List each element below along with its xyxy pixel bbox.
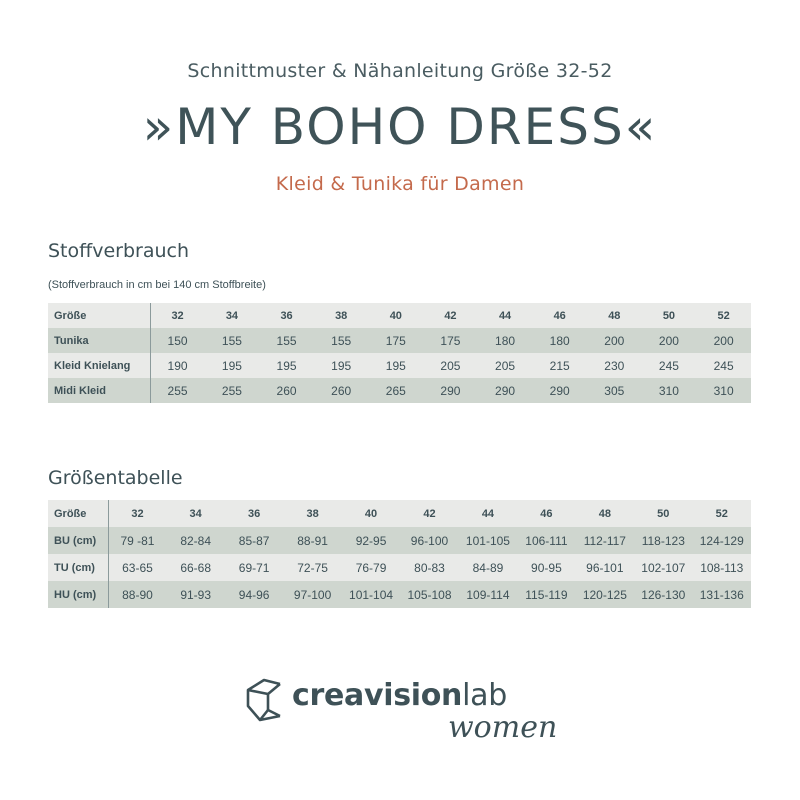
table-cell: 76-79 <box>342 554 400 581</box>
row-label: BU (cm) <box>48 527 108 554</box>
size-column-header: 48 <box>587 303 642 328</box>
row-label: Kleid Knielang <box>48 353 150 378</box>
table-cell: 155 <box>259 328 314 353</box>
table-cell: 72-75 <box>283 554 341 581</box>
table-cell: 200 <box>642 328 697 353</box>
size-column-header: 40 <box>342 500 400 527</box>
table-cell: 80-83 <box>400 554 458 581</box>
table-cell: 101-104 <box>342 581 400 608</box>
row-label: TU (cm) <box>48 554 108 581</box>
table-cell: 88-90 <box>108 581 166 608</box>
table-cell: 90-95 <box>517 554 575 581</box>
table-cell: 290 <box>423 378 478 403</box>
fabric-note: (Stoffverbrauch in cm bei 140 cm Stoffbreite) <box>48 279 266 291</box>
table-cell: 115-119 <box>517 581 575 608</box>
table-cell: 195 <box>369 353 424 378</box>
table-cell: 91-93 <box>166 581 224 608</box>
size-table <box>48 500 751 608</box>
table-cell: 88-91 <box>283 527 341 554</box>
size-column-header: 32 <box>150 303 205 328</box>
table-cell: 118-123 <box>634 527 692 554</box>
table-cell: 195 <box>259 353 314 378</box>
table-cell: 96-101 <box>576 554 634 581</box>
logo-wordmark: creavisionlab <box>292 678 507 713</box>
size-column-header: 46 <box>532 303 587 328</box>
table-cell: 215 <box>532 353 587 378</box>
size-column-header: 50 <box>634 500 692 527</box>
table-row <box>48 527 751 554</box>
table-cell: 105-108 <box>400 581 458 608</box>
table-cell: 102-107 <box>634 554 692 581</box>
size-column-header: 42 <box>400 500 458 527</box>
table-cell: 84-89 <box>459 554 517 581</box>
table-cell: 97-100 <box>283 581 341 608</box>
row-label: Midi Kleid <box>48 378 150 403</box>
table-cell: 82-84 <box>166 527 224 554</box>
table-cell: 205 <box>478 353 533 378</box>
table-cell: 260 <box>259 378 314 403</box>
table-cell: 85-87 <box>225 527 283 554</box>
table-cell: 106-111 <box>517 527 575 554</box>
size-column-header: 34 <box>166 500 224 527</box>
table-cell: 155 <box>314 328 369 353</box>
table-cell: 101-105 <box>459 527 517 554</box>
table-cell: 195 <box>205 353 260 378</box>
table-cell: 92-95 <box>342 527 400 554</box>
fabric-section-title: Stoffverbrauch <box>48 240 190 262</box>
table-cell: 230 <box>587 353 642 378</box>
table-cell: 131-136 <box>693 581 751 608</box>
table-cell: 69-71 <box>225 554 283 581</box>
table-cell: 63-65 <box>108 554 166 581</box>
row-label: HU (cm) <box>48 581 108 608</box>
logo-hexagon-icon <box>244 676 288 726</box>
table-cell: 255 <box>150 378 205 403</box>
table-cell: 109-114 <box>459 581 517 608</box>
table-header-row <box>48 303 751 328</box>
table-cell: 195 <box>314 353 369 378</box>
page-title: »MY BOHO DRESS« <box>142 98 658 156</box>
table-cell: 265 <box>369 378 424 403</box>
table-row <box>48 378 751 403</box>
table-cell: 155 <box>205 328 260 353</box>
table-cell: 96-100 <box>400 527 458 554</box>
table-cell: 112-117 <box>576 527 634 554</box>
size-column-header: 34 <box>205 303 260 328</box>
size-column-header: 52 <box>693 500 751 527</box>
table-cell: 290 <box>532 378 587 403</box>
logo-women: women <box>448 710 558 745</box>
table-cell: 66-68 <box>166 554 224 581</box>
table-cell: 245 <box>642 353 697 378</box>
tagline: Kleid & Tunika für Damen <box>275 173 525 195</box>
table-cell: 200 <box>587 328 642 353</box>
table-cell: 175 <box>369 328 424 353</box>
table-cell: 255 <box>205 378 260 403</box>
size-column-header: 32 <box>108 500 166 527</box>
table-cell: 126-130 <box>634 581 692 608</box>
size-column-header: 50 <box>642 303 697 328</box>
size-header-label: Größe <box>48 500 108 527</box>
size-column-header: 36 <box>225 500 283 527</box>
table-cell: 108-113 <box>693 554 751 581</box>
size-column-header: 44 <box>478 303 533 328</box>
size-column-header: 42 <box>423 303 478 328</box>
table-cell: 205 <box>423 353 478 378</box>
table-cell: 310 <box>696 378 751 403</box>
size-column-header: 38 <box>283 500 341 527</box>
size-column-header: 48 <box>576 500 634 527</box>
table-cell: 94-96 <box>225 581 283 608</box>
table-cell: 180 <box>532 328 587 353</box>
table-cell: 310 <box>642 378 697 403</box>
table-row <box>48 581 751 608</box>
size-column-header: 44 <box>459 500 517 527</box>
table-cell: 150 <box>150 328 205 353</box>
table-cell: 200 <box>696 328 751 353</box>
size-column-header: 36 <box>259 303 314 328</box>
table-cell: 175 <box>423 328 478 353</box>
table-row <box>48 353 751 378</box>
table-cell: 260 <box>314 378 369 403</box>
size-column-header: 46 <box>517 500 575 527</box>
size-column-header: 40 <box>369 303 424 328</box>
row-label: Tunika <box>48 328 150 353</box>
table-cell: 180 <box>478 328 533 353</box>
brand-logo <box>244 676 564 756</box>
table-header-row <box>48 500 751 527</box>
table-cell: 305 <box>587 378 642 403</box>
table-cell: 245 <box>696 353 751 378</box>
table-cell: 120-125 <box>576 581 634 608</box>
table-cell: 290 <box>478 378 533 403</box>
size-section-title: Größentabelle <box>48 467 183 489</box>
size-column-header: 38 <box>314 303 369 328</box>
size-header-label: Größe <box>48 303 150 328</box>
table-cell: 190 <box>150 353 205 378</box>
pattern-subtitle: Schnittmuster & Nähanleitung Größe 32-52 <box>187 60 613 82</box>
table-cell: 124-129 <box>693 527 751 554</box>
size-column-header: 52 <box>696 303 751 328</box>
fabric-table <box>48 303 751 403</box>
table-row <box>48 554 751 581</box>
table-row <box>48 328 751 353</box>
table-cell: 79 -81 <box>108 527 166 554</box>
